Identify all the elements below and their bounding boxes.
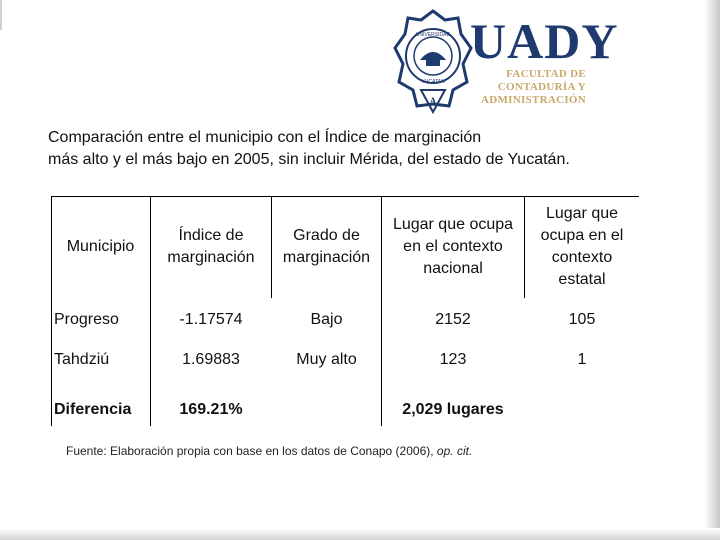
- faculty-line-2: CONTADURÍA Y: [497, 81, 586, 93]
- header-line: Grado de: [293, 227, 360, 244]
- header-line: ocupa en el: [540, 227, 624, 244]
- header-line: en el contexto: [403, 238, 503, 255]
- source-text: Fuente: Elaboración propia con base en los datos de Conapo (2006),: [66, 444, 437, 458]
- page-shadow-bottom: [0, 528, 720, 540]
- header-line: Lugar que ocupa: [392, 216, 514, 233]
- difference-national: 2,029 lugares: [402, 401, 504, 418]
- header-line: nacional: [423, 260, 483, 277]
- svg-text:A: A: [429, 96, 437, 106]
- table-cell-indice: -1.17574: [179, 311, 243, 328]
- header-line: Municipio: [66, 238, 135, 255]
- data-table: [51, 196, 639, 426]
- table-cell-lugar-estatal: 105: [568, 311, 596, 328]
- table-cell-lugar-nacional: 123: [439, 351, 467, 368]
- table-cell-indice: 1.69883: [182, 351, 240, 368]
- page-shadow-right: [704, 0, 720, 540]
- faculty-line-3: ADMINISTRACIÓN: [480, 94, 586, 106]
- header-municipio: [51, 196, 150, 298]
- faculty-line-1: FACULTAD DE: [506, 68, 586, 80]
- source-note: [66, 444, 472, 458]
- table-cell-lugar-nacional: 2152: [435, 311, 471, 328]
- page-title: [48, 127, 688, 171]
- header-line: contexto: [551, 249, 613, 266]
- svg-text:YUCATAN: YUCATAN: [421, 79, 445, 85]
- header-line: marginación: [167, 249, 255, 266]
- brand-name: UADY: [470, 13, 619, 69]
- title-line-2: más alto y el más bajo en 2005, sin incluir Mérida, del estado de Yucatán.: [48, 151, 570, 168]
- difference-label: Diferencia: [54, 401, 132, 418]
- title-line-1: Comparación entre el municipio con el Índice de marginación: [48, 129, 482, 146]
- header-grado: [272, 196, 381, 298]
- header-line: Lugar que: [545, 205, 619, 222]
- table-cell-grado: Bajo: [310, 311, 343, 328]
- header-lugar-nacional: [382, 196, 524, 298]
- source-citation: op. cit.: [436, 444, 473, 458]
- svg-text:UNIVERSIDAD: UNIVERSIDAD: [415, 32, 451, 38]
- header-indice: [151, 196, 271, 298]
- header-line: marginación: [282, 249, 371, 266]
- table-cell-lugar-estatal: 1: [577, 351, 587, 368]
- difference-index: 169.21%: [179, 401, 243, 418]
- header-line: estatal: [558, 271, 606, 288]
- university-seal-icon: [393, 8, 473, 118]
- header-lugar-estatal: [525, 196, 639, 298]
- frame-edge-line: [0, 0, 2, 30]
- table-cell-municipio: Tahdziú: [54, 351, 110, 368]
- table-cell-grado: Muy alto: [296, 351, 357, 368]
- table-cell-municipio: Progreso: [54, 311, 119, 328]
- header-line: Índice de: [178, 227, 244, 244]
